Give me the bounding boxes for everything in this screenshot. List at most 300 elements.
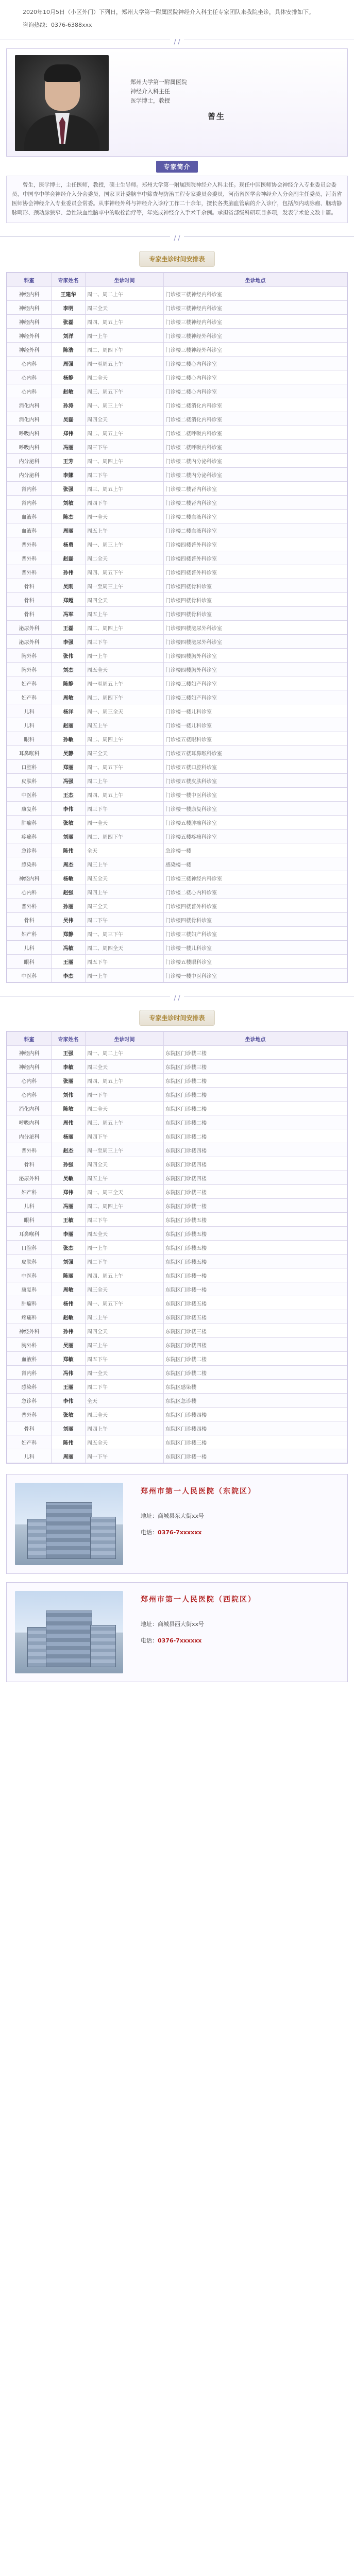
- cell-time: 周三下午: [86, 1213, 164, 1227]
- cell-time: 周五全天: [86, 871, 164, 885]
- cell-doctor: 陈杰: [52, 510, 86, 523]
- cell-time: 周一至周五上午: [86, 676, 164, 690]
- cell-dept: 心内科: [7, 1074, 52, 1088]
- cell-location: 东院区门诊楼二楼: [164, 1074, 347, 1088]
- cell-location: 急诊楼一楼: [164, 843, 347, 857]
- cell-location: 门诊楼五楼皮肤科诊室: [164, 774, 347, 788]
- cell-time: 周一上午: [86, 329, 164, 343]
- cell-dept: 胸外科: [7, 663, 52, 676]
- cell-doctor: 李明: [52, 301, 86, 315]
- cell-dept: 神经内科: [7, 287, 52, 301]
- cell-dept: 普外科: [7, 1408, 52, 1421]
- ornament-icon: / /: [171, 234, 183, 242]
- cell-dept: 骨科: [7, 913, 52, 927]
- cell-dept: 神经内科: [7, 1046, 52, 1060]
- cell-doctor: 张伟: [52, 649, 86, 663]
- cell-dept: 儿科: [7, 1449, 52, 1463]
- table-row: [7, 1213, 347, 1227]
- cell-location: 门诊楼四楼胸外科诊室: [164, 649, 347, 663]
- cell-time: 周四、周五下午: [86, 565, 164, 579]
- cell-doctor: 李丽: [52, 1227, 86, 1241]
- cell-location: 门诊楼五楼疼痛科诊室: [164, 829, 347, 843]
- cell-doctor: 冯丽: [52, 1199, 86, 1213]
- cell-doctor: 张敏: [52, 816, 86, 829]
- cell-location: 门诊楼四楼泌尿外科诊室: [164, 621, 347, 635]
- cell-location: 门诊楼一楼中医科诊室: [164, 969, 347, 982]
- table-row: [7, 732, 347, 746]
- cell-time: 全天: [86, 843, 164, 857]
- cell-time: 周四全天: [86, 412, 164, 426]
- cell-location: 东院区门诊楼一楼: [164, 1268, 347, 1282]
- cell-doctor: 赵敏: [52, 1310, 86, 1324]
- cell-doctor: 张磊: [52, 315, 86, 329]
- table-row: [7, 746, 347, 760]
- cell-time: 周四下午: [86, 496, 164, 510]
- cell-time: 周二全天: [86, 551, 164, 565]
- table-row: [7, 510, 347, 523]
- cell-doctor: 冯强: [52, 774, 86, 788]
- cell-doctor: 孙伟: [52, 1324, 86, 1338]
- cell-time: 周一、周五下午: [86, 760, 164, 774]
- table-row: [7, 816, 347, 829]
- table-row: [7, 857, 347, 871]
- header-doctor: 专家姓名: [52, 1032, 86, 1046]
- cell-time: 周一、周三上午: [86, 398, 164, 412]
- cell-doctor: 杨静: [52, 370, 86, 384]
- cell-time: 周三全天: [86, 1282, 164, 1296]
- cell-location: 门诊楼三楼神经外科诊室: [164, 329, 347, 343]
- cell-doctor: 王杰: [52, 788, 86, 802]
- cell-dept: 儿科: [7, 718, 52, 732]
- table-row: [7, 1324, 347, 1338]
- table-row: [7, 1338, 347, 1352]
- cell-location: 东院区门诊楼五楼: [164, 1227, 347, 1241]
- cell-dept: 血液科: [7, 1352, 52, 1366]
- table-row: [7, 1046, 347, 1060]
- cell-location: 门诊楼一楼康复科诊室: [164, 802, 347, 816]
- cell-location: 东院区门诊楼四楼: [164, 1171, 347, 1185]
- expert-info-line-2: 神经介入科主任: [130, 88, 170, 95]
- schedule-table-wrap-2: [6, 1031, 348, 1464]
- cell-doctor: 周伟: [52, 1115, 86, 1129]
- cell-doctor: 刘丽: [52, 1421, 86, 1435]
- cell-time: 周五上午: [86, 1171, 164, 1185]
- cell-dept: 肾内科: [7, 482, 52, 496]
- cell-time: 周二、周四上午: [86, 732, 164, 746]
- cell-time: 周二、周四上午: [86, 621, 164, 635]
- table-row: [7, 718, 347, 732]
- cell-dept: 内分泌科: [7, 468, 52, 482]
- cell-time: 周一、周三上午: [86, 537, 164, 551]
- cell-location: 门诊楼一楼儿科诊室: [164, 718, 347, 732]
- cell-dept: 普外科: [7, 537, 52, 551]
- cell-dept: 骨科: [7, 579, 52, 593]
- building-right: [90, 1517, 116, 1559]
- schedule-table-wrap: [6, 272, 348, 983]
- cell-doctor: 郑敏: [52, 1352, 86, 1366]
- cell-time: 周五下午: [86, 955, 164, 969]
- table-row: [7, 788, 347, 802]
- cell-time: 周一、周二上午: [86, 1046, 164, 1060]
- table-row: [7, 384, 347, 398]
- table-row: [7, 635, 347, 649]
- cell-dept: 中医科: [7, 1268, 52, 1282]
- cell-doctor: 吴敏: [52, 1171, 86, 1185]
- cell-doctor: 杨伟: [52, 1296, 86, 1310]
- cell-dept: 口腔科: [7, 760, 52, 774]
- cell-location: 门诊楼三楼妇产科诊室: [164, 927, 347, 941]
- schedule-table-2: [7, 1031, 347, 1463]
- cell-doctor: 冯丽: [52, 440, 86, 454]
- cell-dept: 消化内科: [7, 1101, 52, 1115]
- table-row: [7, 426, 347, 440]
- campus-card-west: [6, 1582, 348, 1682]
- cell-time: 周二下午: [86, 913, 164, 927]
- cell-dept: 康复科: [7, 802, 52, 816]
- cell-dept: 消化内科: [7, 398, 52, 412]
- table-row: [7, 301, 347, 315]
- cell-time: 周三上午: [86, 1338, 164, 1352]
- cell-time: 周四全天: [86, 1157, 164, 1171]
- campus-section: [6, 1474, 348, 1682]
- cell-dept: 妇产科: [7, 676, 52, 690]
- cell-doctor: 赵强: [52, 885, 86, 899]
- cell-location: 东院区门诊楼五楼: [164, 1241, 347, 1255]
- cell-location: 门诊楼一楼中医科诊室: [164, 788, 347, 802]
- table-row: [7, 370, 347, 384]
- cell-doctor: 刘强: [52, 1255, 86, 1268]
- table-row: [7, 1282, 347, 1296]
- cell-doctor: 孙涛: [52, 398, 86, 412]
- table-row: [7, 1255, 347, 1268]
- table-row: [7, 329, 347, 343]
- cell-doctor: 郑伟: [52, 426, 86, 440]
- cell-doctor: 刘丽: [52, 829, 86, 843]
- cell-doctor: 杨丽: [52, 1129, 86, 1143]
- cell-time: 周三全天: [86, 301, 164, 315]
- table-row: [7, 676, 347, 690]
- cell-time: 周五上午: [86, 523, 164, 537]
- cell-location: 东院区门诊楼一楼: [164, 1199, 347, 1213]
- cell-dept: 心内科: [7, 885, 52, 899]
- cell-time: 周四、周五上午: [86, 315, 164, 329]
- table-row: [7, 969, 347, 982]
- cell-doctor: 郑静: [52, 927, 86, 941]
- cell-time: 周四上午: [86, 885, 164, 899]
- cell-location: 门诊楼四楼骨科诊室: [164, 593, 347, 607]
- cell-dept: 胸外科: [7, 1338, 52, 1352]
- cell-time: 周一上午: [86, 1241, 164, 1255]
- expert-profile-card: [6, 48, 348, 157]
- cell-time: 周三上午: [86, 857, 164, 871]
- schedule-title: 专家坐诊时间安排表: [139, 251, 214, 267]
- cell-location: 门诊楼五楼口腔科诊室: [164, 760, 347, 774]
- cell-doctor: 吴磊: [52, 412, 86, 426]
- cell-doctor: 周敏: [52, 1282, 86, 1296]
- campus-address: 地址：商城县东大街xx号: [141, 1513, 205, 1519]
- cell-doctor: 周强: [52, 357, 86, 370]
- cell-doctor: 周丽: [52, 1449, 86, 1463]
- cell-time: 周二、周四上午: [86, 1199, 164, 1213]
- cell-doctor: 王磊: [52, 621, 86, 635]
- cell-doctor: 陈敏: [52, 1101, 86, 1115]
- cell-dept: 心内科: [7, 357, 52, 370]
- header-location: 坐诊地点: [164, 273, 347, 287]
- cell-location: 门诊楼二楼心内科诊室: [164, 357, 347, 370]
- table-row: [7, 1296, 347, 1310]
- cell-doctor: 李伟: [52, 802, 86, 816]
- cell-time: 周一、周三全天: [86, 704, 164, 718]
- cell-doctor: 孙丽: [52, 899, 86, 913]
- cell-time: 周三下午: [86, 440, 164, 454]
- cell-time: 周一、周五下午: [86, 1296, 164, 1310]
- cell-location: 东院区急诊楼: [164, 1394, 347, 1408]
- cell-dept: 泌尿外科: [7, 1171, 52, 1185]
- campus-building-image: [15, 1591, 123, 1673]
- cell-dept: 中医科: [7, 969, 52, 982]
- schedule-header-row: [7, 273, 347, 287]
- cell-time: 周三、周五上午: [86, 482, 164, 496]
- cell-dept: 妇产科: [7, 1435, 52, 1449]
- expert-name: 曾生: [208, 112, 226, 121]
- table-row: [7, 649, 347, 663]
- cell-dept: 泌尿外科: [7, 621, 52, 635]
- cell-time: 周一全天: [86, 816, 164, 829]
- cell-time: 周一至周三上午: [86, 579, 164, 593]
- cell-location: 感染楼一楼: [164, 857, 347, 871]
- cell-location: 门诊楼五楼眼科诊室: [164, 955, 347, 969]
- cell-doctor: 陈浩: [52, 343, 86, 357]
- table-row: [7, 1435, 347, 1449]
- table-row: [7, 955, 347, 969]
- cell-dept: 感染科: [7, 1380, 52, 1394]
- table-row: [7, 1157, 347, 1171]
- cell-doctor: 陈丽: [52, 1268, 86, 1282]
- campus-card-east: [6, 1474, 348, 1574]
- cell-dept: 骨科: [7, 1157, 52, 1171]
- cell-location: 东院区门诊楼四楼: [164, 1408, 347, 1421]
- cell-doctor: 郑丽: [52, 760, 86, 774]
- cell-dept: 妇产科: [7, 927, 52, 941]
- table-row: [7, 565, 347, 579]
- cell-location: 东院区门诊楼二楼: [164, 1352, 347, 1366]
- table-row: [7, 537, 347, 551]
- cell-time: 周二下午: [86, 468, 164, 482]
- cell-time: 周四全天: [86, 1324, 164, 1338]
- cell-time: 周二、周四下午: [86, 343, 164, 357]
- cell-time: 周二下午: [86, 1380, 164, 1394]
- cell-doctor: 吴静: [52, 746, 86, 760]
- cell-time: 全天: [86, 1394, 164, 1408]
- cell-location: 门诊楼三楼神经内科诊室: [164, 315, 347, 329]
- cell-doctor: 王芳: [52, 454, 86, 468]
- table-row: [7, 412, 347, 426]
- cell-dept: 康复科: [7, 1282, 52, 1296]
- cell-time: 周五全天: [86, 663, 164, 676]
- cell-time: 周一、周三全天: [86, 1185, 164, 1199]
- cell-location: 门诊楼二楼血液科诊室: [164, 510, 347, 523]
- cell-dept: 耳鼻喉科: [7, 746, 52, 760]
- cell-doctor: 冯军: [52, 607, 86, 621]
- cell-location: 门诊楼二楼肾内科诊室: [164, 496, 347, 510]
- cell-time: 周三下午: [86, 635, 164, 649]
- cell-location: 门诊楼三楼神经外科诊室: [164, 343, 347, 357]
- cell-doctor: 陈伟: [52, 1435, 86, 1449]
- cell-time: 周五全天: [86, 1435, 164, 1449]
- cell-location: 门诊楼一楼儿科诊室: [164, 704, 347, 718]
- cell-doctor: 吴伟: [52, 913, 86, 927]
- cell-dept: 眼科: [7, 732, 52, 746]
- cell-location: 东院区门诊楼一楼: [164, 1449, 347, 1463]
- cell-location: 门诊楼二楼消化内科诊室: [164, 398, 347, 412]
- table-row: [7, 607, 347, 621]
- cell-location: 东院区门诊楼一楼: [164, 1282, 347, 1296]
- table-row: [7, 579, 347, 593]
- cell-time: 周二全天: [86, 1101, 164, 1115]
- table-row: [7, 593, 347, 607]
- cell-doctor: 李娜: [52, 468, 86, 482]
- cell-doctor: 刘杰: [52, 663, 86, 676]
- building-center: [46, 1611, 92, 1667]
- cell-location: 东院区门诊楼二楼: [164, 1129, 347, 1143]
- cell-location: 门诊楼二楼肾内科诊室: [164, 482, 347, 496]
- cell-location: 东院区门诊楼四楼: [164, 1421, 347, 1435]
- cell-location: 东院区门诊楼三楼: [164, 1185, 347, 1199]
- cell-time: 周一全天: [86, 1366, 164, 1380]
- cell-time: 周一下午: [86, 1449, 164, 1463]
- cell-dept: 肾内科: [7, 496, 52, 510]
- campus-phone-number[interactable]: 0376-7xxxxxx: [158, 1529, 202, 1536]
- cell-location: 门诊楼三楼妇产科诊室: [164, 676, 347, 690]
- table-row: [7, 899, 347, 913]
- campus-title: 郑州市第一人民医院（西院区）: [141, 1596, 256, 1604]
- cell-doctor: 周杰: [52, 857, 86, 871]
- cell-location: 门诊楼四楼骨科诊室: [164, 607, 347, 621]
- campus-address: 地址：商城县西大街xx号: [141, 1621, 205, 1628]
- cell-location: 门诊楼四楼普外科诊室: [164, 565, 347, 579]
- cell-doctor: 李强: [52, 635, 86, 649]
- cell-location: 门诊楼三楼神经内科诊室: [164, 301, 347, 315]
- cell-doctor: 李伟: [52, 1394, 86, 1408]
- cell-doctor: 张杰: [52, 1241, 86, 1255]
- table-row: [7, 1185, 347, 1199]
- cell-location: 门诊楼四楼普外科诊室: [164, 551, 347, 565]
- ornament-divider: [0, 992, 354, 1002]
- cell-dept: 神经内科: [7, 301, 52, 315]
- cell-location: 东院区门诊楼三楼: [164, 1324, 347, 1338]
- cell-dept: 急诊科: [7, 843, 52, 857]
- cell-location: 门诊楼二楼心内科诊室: [164, 370, 347, 384]
- campus-phone-label: 电话：: [141, 1529, 158, 1536]
- table-row: [7, 1268, 347, 1282]
- intro-paragraph: 2020年10月5日（小区外门）下列日，郑州大学第一附属医院神经介入科主任专家团队来我院坐诊，具体安排如下。: [23, 9, 314, 15]
- table-row: [7, 871, 347, 885]
- cell-location: 门诊楼四楼胸外科诊室: [164, 663, 347, 676]
- cell-doctor: 冯伟: [52, 1366, 86, 1380]
- cell-time: 周四全天: [86, 593, 164, 607]
- expert-info: [130, 78, 187, 106]
- cell-location: 门诊楼二楼心内科诊室: [164, 384, 347, 398]
- cell-time: 周二上午: [86, 1310, 164, 1324]
- cell-dept: 急诊科: [7, 1394, 52, 1408]
- cell-location: 东院区门诊楼四楼: [164, 1157, 347, 1171]
- schedule2-header-row: [7, 1032, 347, 1046]
- intro: [0, 0, 354, 30]
- cell-dept: 骨科: [7, 607, 52, 621]
- cell-location: 东院区门诊楼二楼: [164, 1088, 347, 1101]
- cell-time: 周一、周二上午: [86, 287, 164, 301]
- cell-dept: 神经外科: [7, 343, 52, 357]
- cell-location: 门诊楼四楼骨科诊室: [164, 579, 347, 593]
- cell-doctor: 吴刚: [52, 579, 86, 593]
- building-right: [90, 1625, 116, 1667]
- cell-time: 周三全天: [86, 899, 164, 913]
- cell-dept: 儿科: [7, 704, 52, 718]
- cell-dept: 神经内科: [7, 1060, 52, 1074]
- table-row: [7, 482, 347, 496]
- cell-dept: 儿科: [7, 941, 52, 955]
- cell-time: 周四下午: [86, 1129, 164, 1143]
- cell-time: 周二、周四全天: [86, 941, 164, 955]
- cell-location: 东院区门诊楼四楼: [164, 1338, 347, 1352]
- table-row: [7, 927, 347, 941]
- cell-dept: 耳鼻喉科: [7, 1227, 52, 1241]
- cell-dept: 妇产科: [7, 1185, 52, 1199]
- cell-dept: 普外科: [7, 551, 52, 565]
- campus-title: 郑州市第一人民医院（东院区）: [141, 1487, 256, 1496]
- cell-time: 周一、周三下午: [86, 927, 164, 941]
- cell-location: 东院区门诊楼二楼: [164, 1115, 347, 1129]
- cell-time: 周五上午: [86, 718, 164, 732]
- cell-dept: 骨科: [7, 1421, 52, 1435]
- cell-dept: 肾内科: [7, 1366, 52, 1380]
- cell-location: 东院区门诊楼五楼: [164, 1296, 347, 1310]
- table-row: [7, 1143, 347, 1157]
- cell-doctor: 杨勇: [52, 537, 86, 551]
- cell-time: 周一下午: [86, 1088, 164, 1101]
- cell-doctor: 孙伟: [52, 565, 86, 579]
- cell-dept: 呼吸内科: [7, 1115, 52, 1129]
- cell-doctor: 王丽: [52, 1380, 86, 1394]
- cell-location: 东院区门诊楼三楼: [164, 1435, 347, 1449]
- cell-time: 周二、周五上午: [86, 426, 164, 440]
- cell-dept: 眼科: [7, 955, 52, 969]
- campus-phone-number[interactable]: 0376-7xxxxxx: [158, 1637, 202, 1644]
- cell-dept: 肿瘤科: [7, 816, 52, 829]
- cell-doctor: 周敏: [52, 690, 86, 704]
- cell-dept: 皮肤科: [7, 774, 52, 788]
- cell-location: 东院区门诊楼三楼: [164, 1046, 347, 1060]
- table-row: [7, 551, 347, 565]
- ornament-divider: [0, 232, 354, 240]
- table-row: [7, 1101, 347, 1115]
- cell-dept: 呼吸内科: [7, 440, 52, 454]
- cell-dept: 胸外科: [7, 649, 52, 663]
- table-row: [7, 1227, 347, 1241]
- cell-time: 周三全天: [86, 746, 164, 760]
- table-row: [7, 1060, 347, 1074]
- cell-time: 周一至周三上午: [86, 1143, 164, 1157]
- cell-location: 门诊楼四楼普外科诊室: [164, 899, 347, 913]
- table-row: [7, 440, 347, 454]
- table-row: [7, 1352, 347, 1366]
- cell-doctor: 刘伟: [52, 1088, 86, 1101]
- table-row: [7, 1115, 347, 1129]
- cell-doctor: 杨洋: [52, 704, 86, 718]
- cell-dept: 神经内科: [7, 315, 52, 329]
- cell-location: 门诊楼四楼普外科诊室: [164, 537, 347, 551]
- intro-contact: 咨询热线：0376-6388xxx: [23, 22, 92, 28]
